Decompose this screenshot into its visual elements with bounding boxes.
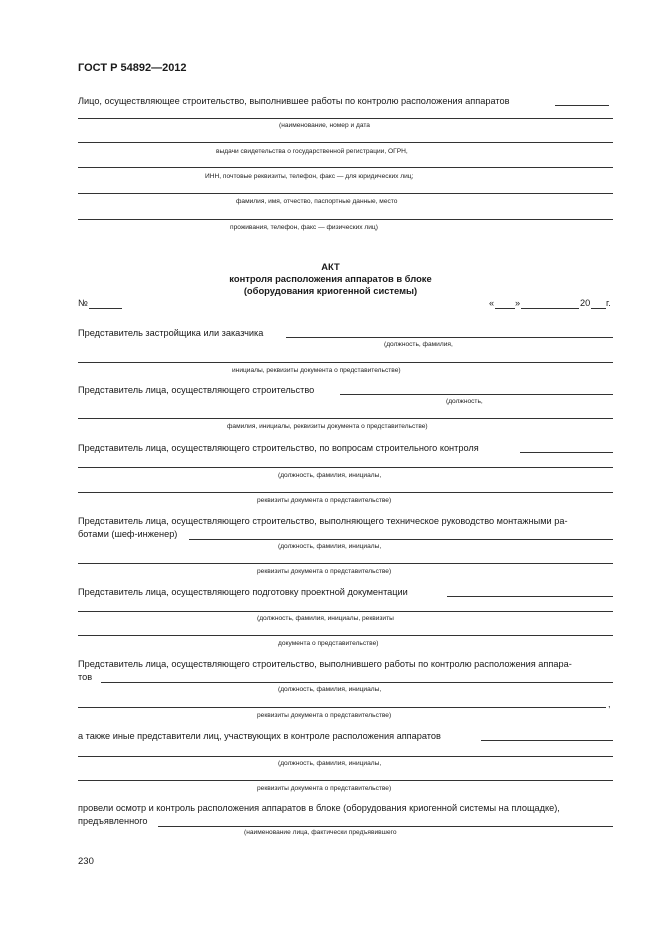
rep-builder-label: Представитель лица, осуществляющего строительство: [78, 385, 315, 395]
rep-builder-caption-1: (должность,: [446, 398, 483, 405]
rep-designer-field: [447, 596, 613, 597]
other-reps-caption-2: реквизиты документа о представительстве): [257, 785, 392, 792]
rep-designer-label: Представитель лица, осуществляющего подготовку проектной документации: [78, 587, 408, 597]
intro-text: Лицо, осуществляющее строительство, выполнившее работы по контролю расположения аппаратов: [78, 96, 510, 106]
presenter-field: [158, 826, 613, 827]
rep-control-caption-2: реквизиты документа о представительстве): [257, 497, 392, 504]
date-year-suffix: г.: [606, 298, 611, 308]
other-reps-field: [481, 740, 613, 741]
rep-customer-caption-2: инициалы, реквизиты документа о представительстве): [232, 367, 401, 374]
intro-fill-line: [555, 105, 609, 106]
rep-chief-engineer-label-2: ботами (шеф-инженер): [78, 529, 178, 539]
rep-designer-line-3: [78, 635, 613, 636]
intro-caption-4: фамилия, имя, отчество, паспортные данные, место: [236, 198, 398, 205]
rep-control-label: Представитель лица, осуществляющего строительство, по вопросам строительного контроля: [78, 443, 479, 453]
rep-inspection-contractor-caption-2: реквизиты документа о представительстве): [257, 712, 392, 719]
rep-designer-line-2: [78, 611, 613, 612]
rep-chief-engineer-caption-1: (должность, фамилия, инициалы,: [278, 543, 382, 550]
date-year-prefix: 20: [580, 298, 591, 308]
rep-builder-line-2: [78, 418, 613, 419]
other-reps-line-3: [78, 780, 613, 781]
rep-builder-field: [340, 394, 613, 395]
comma: ,: [608, 699, 611, 709]
rep-chief-engineer-line-2: [78, 563, 613, 564]
act-subtitle-1: контроля расположения аппаратов в блоке: [229, 273, 432, 284]
intro-caption-1: (наименование, номер и дата: [279, 122, 370, 129]
intro-line-5: [78, 219, 613, 220]
rep-customer-label: Представитель застройщика или заказчика: [78, 328, 264, 338]
rep-designer-caption-2: документа о представительстве): [278, 640, 379, 647]
page-number: 230: [78, 856, 94, 867]
inspection-statement-2: предъявленного: [78, 816, 148, 826]
date-month-field: [521, 308, 579, 309]
date-quote-close: »: [515, 298, 521, 308]
rep-inspection-contractor-caption-1: (должность, фамилия, инициалы,: [278, 686, 382, 693]
act-title: АКТ: [321, 261, 340, 272]
rep-control-caption-1: (должность, фамилия, инициалы,: [278, 472, 382, 479]
act-number-field: [89, 308, 122, 309]
intro-line-4: [78, 193, 613, 194]
rep-inspection-contractor-field: [101, 682, 613, 683]
rep-customer-line-2: [78, 362, 613, 363]
intro-caption-3: ИНН, почтовые реквизиты, телефон, факс — для юридических лиц;: [205, 173, 414, 180]
standard-header: ГОСТ Р 54892—2012: [78, 62, 187, 74]
rep-chief-engineer-field: [189, 539, 613, 540]
other-reps-caption-1: (должность, фамилия, инициалы,: [278, 760, 382, 767]
rep-chief-engineer-label-1: Представитель лица, осуществляющего строительство, выполняющего техническое руководство монтажными ра-: [78, 516, 568, 526]
rep-control-line-2: [78, 467, 613, 468]
rep-inspection-contractor-label-2: тов: [78, 672, 93, 682]
intro-line-3: [78, 167, 613, 168]
date-year-field: [591, 308, 606, 309]
inspection-statement-1: провели осмотр и контроль расположения аппаратов в блоке (оборудования криогенной системы на площадке),: [78, 803, 560, 813]
other-reps-line-2: [78, 756, 613, 757]
act-number-label: №: [78, 298, 88, 308]
act-subtitle-2: (оборудования криогенной системы): [243, 285, 418, 296]
presenter-caption: (наименование лица, фактически предъявившего: [244, 829, 397, 836]
other-reps-label: а также иные представители лиц, участвующих в контроле расположения аппаратов: [78, 731, 441, 741]
date-quote-open: «: [489, 298, 495, 308]
rep-designer-caption-1: (должность, фамилия, инициалы, реквизиты: [257, 615, 394, 622]
intro-caption-2: выдачи свидетельства о государственной регистрации, ОГРН,: [216, 148, 408, 155]
rep-chief-engineer-caption-2: реквизиты документа о представительстве): [257, 568, 392, 575]
intro-line-2: [78, 142, 613, 143]
rep-inspection-contractor-label-1: Представитель лица, осуществляющего строительство, выполнившего работы по контролю расположения аппара-: [78, 659, 572, 669]
rep-customer-caption-1: (должность, фамилия,: [384, 341, 453, 348]
intro-caption-5: проживания, телефон, факс — физических лиц): [230, 224, 378, 231]
rep-builder-caption-2: фамилия, инициалы, реквизиты документа о представительстве): [227, 423, 428, 430]
intro-line-1: [78, 118, 613, 119]
rep-control-line-3: [78, 492, 613, 493]
rep-inspection-contractor-line-2: [78, 707, 606, 708]
date-day-field: [495, 308, 515, 309]
rep-control-field: [520, 452, 613, 453]
rep-customer-field: [286, 337, 613, 338]
